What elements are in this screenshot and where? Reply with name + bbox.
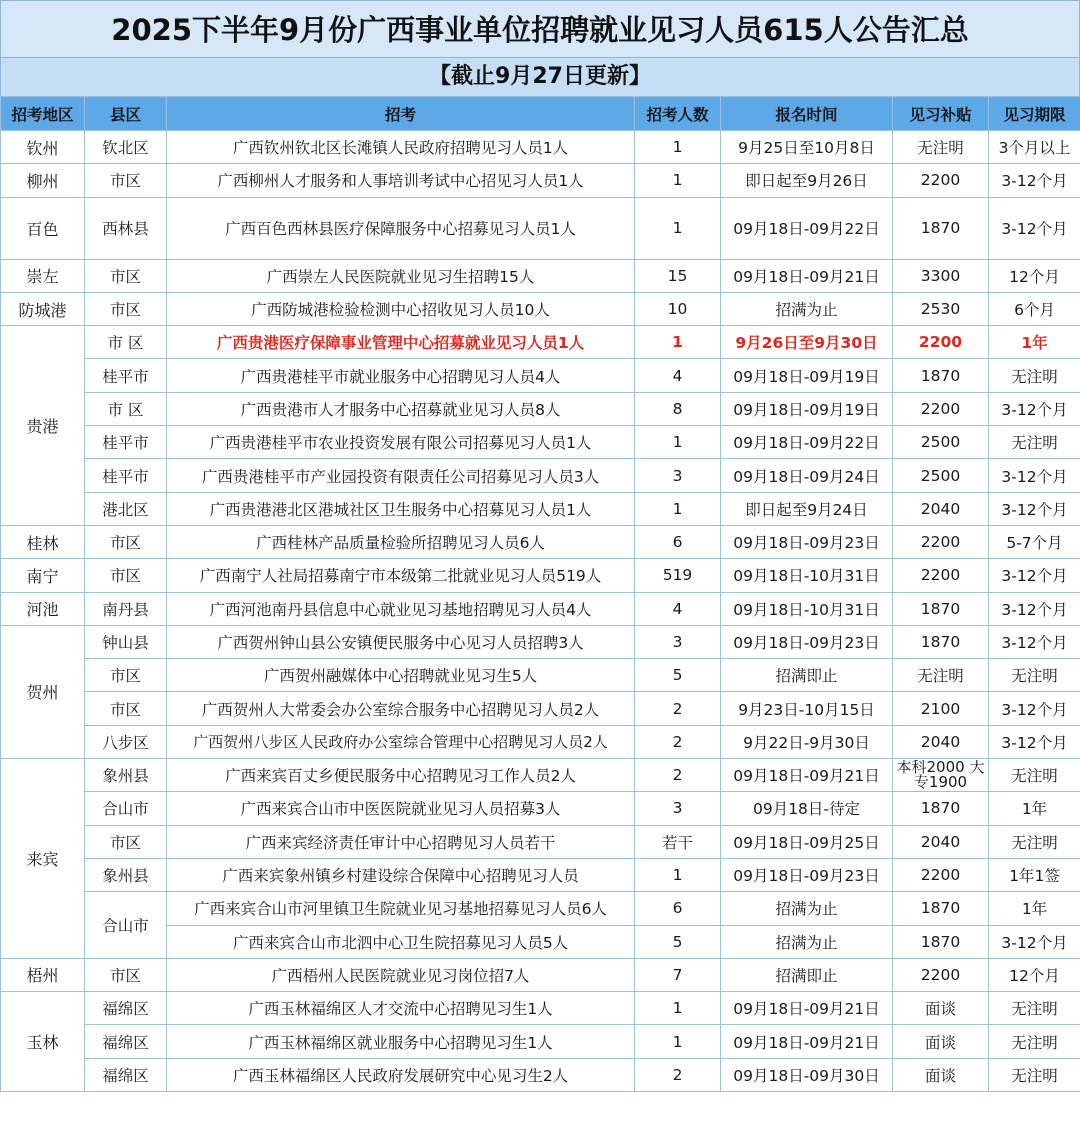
table-row (1, 359, 1080, 392)
signup-time-cell: 09月18日-09月30日 (721, 1058, 893, 1091)
subsidy-cell: 2200 (893, 525, 989, 558)
period-cell: 12个月 (989, 958, 1080, 991)
signup-time-cell: 9月26日至9月30日 (721, 326, 893, 359)
recruitment-cell: 广西南宁人社局招募南宁市本级第二批就业见习人员519人 (167, 559, 635, 592)
subsidy-cell: 无注明 (893, 659, 989, 692)
table-row (1, 625, 1080, 658)
table-row (1, 459, 1080, 492)
county-cell: 市区 (85, 164, 167, 197)
recruitment-cell: 广西来宾合山市北泗中心卫生院招募见习人员5人 (167, 925, 635, 958)
count-cell: 10 (635, 292, 721, 325)
recruitment-cell: 广西贺州钟山县公安镇便民服务中心见习人员招聘3人 (167, 625, 635, 658)
count-cell: 6 (635, 525, 721, 558)
recruitment-cell: 广西贵港桂平市就业服务中心招聘见习人员4人 (167, 359, 635, 392)
table-row (1, 892, 1080, 925)
table-row (1, 1025, 1080, 1058)
region-cell: 南宁 (1, 559, 85, 592)
count-cell: 1 (635, 164, 721, 197)
subsidy-cell: 面谈 (893, 1025, 989, 1058)
recruitment-cell: 广西来宾象州镇乡村建设综合保障中心招聘见习人员 (167, 858, 635, 891)
subsidy-cell: 2500 (893, 426, 989, 459)
subsidy-cell: 1870 (893, 625, 989, 658)
subsidy-cell: 3300 (893, 259, 989, 292)
recruitment-cell: 广西贵港医疗保障事业管理中心招募就业见习人员1人 (167, 326, 635, 359)
county-cell: 八步区 (85, 725, 167, 758)
count-cell: 5 (635, 925, 721, 958)
county-cell: 市区 (85, 259, 167, 292)
region-cell: 玉林 (1, 992, 85, 1092)
count-cell: 1 (635, 426, 721, 459)
period-cell: 3-12个月 (989, 392, 1080, 425)
recruitment-cell: 广西来宾百丈乡便民服务中心招聘见习工作人员2人 (167, 759, 635, 792)
recruitment-cell: 广西百色西林县医疗保障服务中心招募见习人员1人 (167, 197, 635, 259)
table-row (1, 197, 1080, 259)
recruitment-cell: 广西柳州人才服务和人事培训考试中心招见习人员1人 (167, 164, 635, 197)
table-row (1, 992, 1080, 1025)
count-cell: 6 (635, 892, 721, 925)
count-cell: 4 (635, 592, 721, 625)
recruitment-cell: 广西贵港桂平市农业投资发展有限公司招募见习人员1人 (167, 426, 635, 459)
signup-time-cell: 09月18日-09月23日 (721, 858, 893, 891)
county-cell: 市区 (85, 692, 167, 725)
count-cell: 7 (635, 958, 721, 991)
period-cell: 无注明 (989, 992, 1080, 1025)
period-cell: 3-12个月 (989, 197, 1080, 259)
subsidy-cell-clip: 本科2000 大专1900 (896, 760, 985, 792)
recruitment-cell: 广西玉林福绵区人才交流中心招聘见习生1人 (167, 992, 635, 1025)
col-header-subsidy: 见习补贴 (893, 97, 989, 131)
signup-time-cell: 09月18日-09月22日 (721, 197, 893, 259)
table-row (1, 131, 1080, 164)
subsidy-cell: 面谈 (893, 1058, 989, 1091)
period-cell: 3-12个月 (989, 592, 1080, 625)
county-cell: 市区 (85, 659, 167, 692)
subsidy-cell: 1870 (893, 359, 989, 392)
count-cell: 若干 (635, 825, 721, 858)
count-cell: 1 (635, 492, 721, 525)
table-header-row (1, 97, 1080, 131)
table-row-highlighted (1, 326, 1080, 359)
table-row (1, 659, 1080, 692)
table-row (1, 792, 1080, 825)
county-cell: 港北区 (85, 492, 167, 525)
signup-time-cell: 即日起至9月26日 (721, 164, 893, 197)
period-cell: 1年 (989, 792, 1080, 825)
county-cell: 桂平市 (85, 459, 167, 492)
table-row (1, 759, 1080, 792)
count-cell: 519 (635, 559, 721, 592)
table-row (1, 858, 1080, 891)
col-header-count: 招考人数 (635, 97, 721, 131)
region-cell: 桂林 (1, 525, 85, 558)
count-cell: 2 (635, 759, 721, 792)
table-row (1, 825, 1080, 858)
signup-time-cell: 09月18日-09月25日 (721, 825, 893, 858)
period-cell: 3-12个月 (989, 492, 1080, 525)
period-cell: 1年1签 (989, 858, 1080, 891)
county-cell: 市区 (85, 958, 167, 991)
recruitment-cell: 广西贵港市人才服务中心招募就业见习人员8人 (167, 392, 635, 425)
subsidy-cell: 2100 (893, 692, 989, 725)
subsidy-cell: 2200 (893, 326, 989, 359)
period-cell: 1年 (989, 892, 1080, 925)
count-cell: 1 (635, 858, 721, 891)
signup-time-cell: 09月18日-09月21日 (721, 759, 893, 792)
county-cell: 钟山县 (85, 625, 167, 658)
table-row (1, 958, 1080, 991)
col-header-county: 县区 (85, 97, 167, 131)
update-note: 【截止9月27日更新】 (0, 58, 1080, 96)
table-row (1, 426, 1080, 459)
county-cell: 福绵区 (85, 1058, 167, 1091)
col-header-signup-time: 报名时间 (721, 97, 893, 131)
signup-time-cell: 09月18日-10月31日 (721, 592, 893, 625)
col-header-region: 招考地区 (1, 97, 85, 131)
county-cell: 象州县 (85, 759, 167, 792)
table-row (1, 1058, 1080, 1091)
signup-time-cell: 09月18日-10月31日 (721, 559, 893, 592)
count-cell: 1 (635, 197, 721, 259)
region-cell: 来宾 (1, 759, 85, 959)
subsidy-cell: 2200 (893, 958, 989, 991)
period-cell: 3个月以上 (989, 131, 1080, 164)
subsidy-cell: 1870 (893, 925, 989, 958)
count-cell: 3 (635, 792, 721, 825)
county-cell: 桂平市 (85, 426, 167, 459)
signup-time-cell: 09月18日-09月22日 (721, 426, 893, 459)
table-row (1, 559, 1080, 592)
period-cell: 3-12个月 (989, 559, 1080, 592)
recruitment-cell: 广西来宾合山市河里镇卫生院就业见习基地招募见习人员6人 (167, 892, 635, 925)
count-cell: 3 (635, 625, 721, 658)
page-title: 2025下半年9月份广西事业单位招聘就业见习人员615人公告汇总 (0, 0, 1080, 58)
recruitment-cell: 广西防城港检验检测中心招收见习人员10人 (167, 292, 635, 325)
recruitment-cell: 广西河池南丹县信息中心就业见习基地招聘见习人员4人 (167, 592, 635, 625)
region-cell: 贺州 (1, 625, 85, 758)
county-cell: 市区 (85, 559, 167, 592)
region-cell: 钦州 (1, 131, 85, 164)
subsidy-cell: 2200 (893, 559, 989, 592)
recruitment-cell: 广西来宾经济责任审计中心招聘见习人员若干 (167, 825, 635, 858)
county-cell: 桂平市 (85, 359, 167, 392)
subsidy-cell: 2200 (893, 858, 989, 891)
signup-time-cell: 09月18日-09月19日 (721, 392, 893, 425)
period-cell: 3-12个月 (989, 692, 1080, 725)
col-header-period: 见习期限 (989, 97, 1080, 131)
count-cell: 15 (635, 259, 721, 292)
count-cell: 3 (635, 459, 721, 492)
county-cell: 象州县 (85, 858, 167, 891)
recruitment-cell: 广西梧州人民医院就业见习岗位招7人 (167, 958, 635, 991)
signup-time-cell: 即日起至9月24日 (721, 492, 893, 525)
recruitment-cell: 广西玉林福绵区人民政府发展研究中心见习生2人 (167, 1058, 635, 1091)
period-cell: 3-12个月 (989, 925, 1080, 958)
col-header-recruitment: 招考 (167, 97, 635, 131)
table-row (1, 392, 1080, 425)
count-cell: 4 (635, 359, 721, 392)
count-cell: 1 (635, 1025, 721, 1058)
signup-time-cell: 招满为止 (721, 925, 893, 958)
subsidy-cell: 2040 (893, 492, 989, 525)
period-cell: 12个月 (989, 259, 1080, 292)
table-row (1, 725, 1080, 758)
county-cell: 合山市 (85, 792, 167, 825)
recruitment-cell: 广西桂林产品质量检验所招聘见习人员6人 (167, 525, 635, 558)
recruitment-cell: 广西贺州八步区人民政府办公室综合管理中心招聘见习人员2人 (167, 725, 635, 758)
subsidy-cell: 2500 (893, 459, 989, 492)
subsidy-cell: 2040 (893, 725, 989, 758)
count-cell: 1 (635, 992, 721, 1025)
period-cell: 无注明 (989, 426, 1080, 459)
signup-time-cell: 9月22日-9月30日 (721, 725, 893, 758)
recruitment-cell: 广西贺州人大常委会办公室综合服务中心招聘见习人员2人 (167, 692, 635, 725)
signup-time-cell: 招满即止 (721, 958, 893, 991)
subsidy-cell: 1870 (893, 892, 989, 925)
region-cell: 崇左 (1, 259, 85, 292)
subsidy-cell: 1870 (893, 197, 989, 259)
table-row (1, 292, 1080, 325)
signup-time-cell: 招满即止 (721, 659, 893, 692)
county-cell: 钦北区 (85, 131, 167, 164)
period-cell: 无注明 (989, 1058, 1080, 1091)
subsidy-cell: 1870 (893, 792, 989, 825)
period-cell: 3-12个月 (989, 625, 1080, 658)
county-cell: 市 区 (85, 392, 167, 425)
subsidy-cell (893, 759, 989, 792)
count-cell: 2 (635, 1058, 721, 1091)
subsidy-cell: 2200 (893, 164, 989, 197)
recruitment-cell: 广西贵港桂平市产业园投资有限责任公司招募见习人员3人 (167, 459, 635, 492)
recruitment-cell: 广西玉林福绵区就业服务中心招聘见习生1人 (167, 1025, 635, 1058)
subsidy-cell: 2200 (893, 392, 989, 425)
table-row (1, 492, 1080, 525)
county-cell: 福绵区 (85, 1025, 167, 1058)
county-cell: 西林县 (85, 197, 167, 259)
subsidy-cell: 无注明 (893, 131, 989, 164)
county-cell: 市区 (85, 825, 167, 858)
signup-time-cell: 09月18日-待定 (721, 792, 893, 825)
period-cell: 无注明 (989, 1025, 1080, 1058)
county-cell: 市区 (85, 525, 167, 558)
period-cell: 3-12个月 (989, 459, 1080, 492)
period-cell: 无注明 (989, 825, 1080, 858)
period-cell: 3-12个月 (989, 725, 1080, 758)
signup-time-cell: 招满为止 (721, 892, 893, 925)
period-cell: 无注明 (989, 759, 1080, 792)
county-cell: 市 区 (85, 326, 167, 359)
period-cell: 1年 (989, 326, 1080, 359)
subsidy-cell: 2530 (893, 292, 989, 325)
region-cell: 防城港 (1, 292, 85, 325)
signup-time-cell: 09月18日-09月23日 (721, 525, 893, 558)
recruitment-table (0, 96, 1080, 1092)
recruitment-cell: 广西崇左人民医院就业见习生招聘15人 (167, 259, 635, 292)
county-cell: 合山市 (85, 892, 167, 959)
county-cell: 福绵区 (85, 992, 167, 1025)
subsidy-cell: 2040 (893, 825, 989, 858)
count-cell: 2 (635, 692, 721, 725)
recruitment-cell: 广西来宾合山市中医医院就业见习人员招募3人 (167, 792, 635, 825)
recruitment-cell: 广西钦州钦北区长滩镇人民政府招聘见习人员1人 (167, 131, 635, 164)
subsidy-cell: 面谈 (893, 992, 989, 1025)
region-cell: 梧州 (1, 958, 85, 991)
signup-time-cell: 09月18日-09月24日 (721, 459, 893, 492)
period-cell: 5-7个月 (989, 525, 1080, 558)
region-cell: 柳州 (1, 164, 85, 197)
region-cell: 河池 (1, 592, 85, 625)
count-cell: 5 (635, 659, 721, 692)
table-row (1, 692, 1080, 725)
signup-time-cell: 09月18日-09月19日 (721, 359, 893, 392)
period-cell: 无注明 (989, 359, 1080, 392)
signup-time-cell: 9月25日至10月8日 (721, 131, 893, 164)
signup-time-cell: 09月18日-09月21日 (721, 259, 893, 292)
signup-time-cell: 09月18日-09月23日 (721, 625, 893, 658)
count-cell: 2 (635, 725, 721, 758)
signup-time-cell: 09月18日-09月21日 (721, 1025, 893, 1058)
county-cell: 南丹县 (85, 592, 167, 625)
period-cell: 3-12个月 (989, 164, 1080, 197)
period-cell: 无注明 (989, 659, 1080, 692)
period-cell: 6个月 (989, 292, 1080, 325)
region-cell: 百色 (1, 197, 85, 259)
count-cell: 1 (635, 326, 721, 359)
recruitment-cell: 广西贵港港北区港城社区卫生服务中心招募见习人员1人 (167, 492, 635, 525)
county-cell: 市区 (85, 292, 167, 325)
table-row (1, 164, 1080, 197)
count-cell: 8 (635, 392, 721, 425)
signup-time-cell: 9月23日-10月15日 (721, 692, 893, 725)
table-row (1, 525, 1080, 558)
count-cell: 1 (635, 131, 721, 164)
table-row (1, 259, 1080, 292)
signup-time-cell: 招满为止 (721, 292, 893, 325)
region-cell: 贵港 (1, 326, 85, 526)
signup-time-cell: 09月18日-09月21日 (721, 992, 893, 1025)
subsidy-cell: 1870 (893, 592, 989, 625)
table-row (1, 592, 1080, 625)
recruitment-cell: 广西贺州融媒体中心招聘就业见习生5人 (167, 659, 635, 692)
